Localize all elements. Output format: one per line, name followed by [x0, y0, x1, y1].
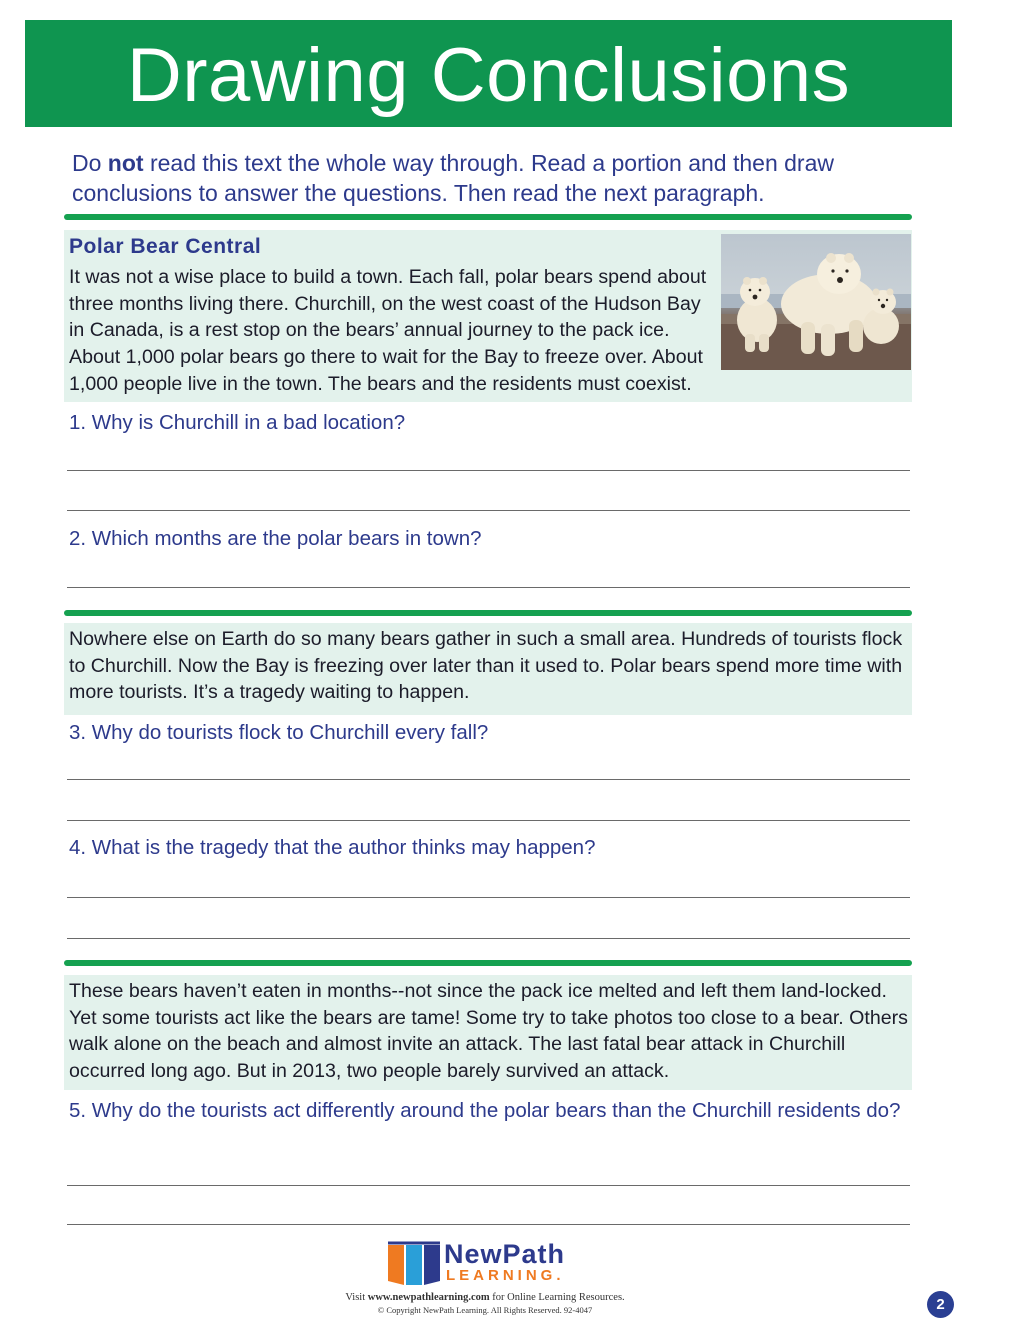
website-link[interactable]: www.newpathlearning.com	[367, 1292, 490, 1303]
instructions-emphasis: not	[107, 150, 144, 176]
passage-1-text: It was not a wise place to build a town. Each fall, polar bears spend about three months living there. Churchill, on the west coast of the Hudson Bay in Canada, is a rest stop on the bears’ annual journey to the pack ice. About 1,000 polar bears go there to wait for the Bay to freeze over. About 1,000 people live in the town. The bears and the residents must coexist.	[69, 266, 707, 395]
answer-line[interactable]	[67, 1185, 910, 1186]
footer-visit	[0, 1292, 970, 1303]
passage-3	[64, 975, 912, 1090]
logo-text-learning: LEARNING.	[446, 1267, 565, 1284]
section-divider	[64, 214, 912, 220]
answer-line[interactable]	[67, 1224, 910, 1225]
question-1: 1. Why is Churchill in a bad location?	[69, 411, 406, 434]
section-divider	[64, 610, 912, 616]
question-2: 2. Which months are the polar bears in town?	[69, 527, 482, 550]
instructions	[72, 148, 932, 208]
question-3: 3. Why do tourists flock to Churchill every fall?	[69, 721, 489, 744]
footer-copyright: © Copyright NewPath Learning. All Rights Reserved. 92-4047	[377, 1305, 593, 1315]
book-logo-icon	[386, 1241, 442, 1287]
answer-line[interactable]	[67, 587, 910, 588]
visit-prefix: Visit	[345, 1292, 368, 1303]
polar-bears-illustration	[721, 234, 911, 370]
answer-line[interactable]	[67, 820, 910, 821]
passage-1	[64, 230, 912, 402]
page-title: Drawing Conclusions	[126, 33, 851, 118]
passage-title: Polar Bear Central	[69, 235, 262, 258]
title-banner	[25, 20, 952, 127]
answer-line[interactable]	[67, 779, 910, 780]
answer-line[interactable]	[67, 510, 910, 511]
logo-text-newpath: NewPath	[444, 1239, 566, 1269]
polar-bears-photo	[721, 234, 911, 370]
answer-line[interactable]	[67, 897, 910, 898]
passage-2-text: Nowhere else on Earth do so many bears gather in such a small area. Hundreds of tourists flock to Churchill. Now the Bay is freezing over later than it used to. Polar bears spend more time with more tourists. It’s a tragedy waiting to happen.	[69, 628, 903, 704]
instructions-part1: Do	[72, 150, 108, 176]
answer-line[interactable]	[67, 938, 910, 939]
question-5: 5. Why do the tourists act differently around the polar bears than the Churchill residents do?	[69, 1099, 901, 1122]
visit-suffix: for Online Learning Resources.	[489, 1292, 625, 1303]
answer-line[interactable]	[67, 470, 910, 471]
instructions-part2: read this text the whole way through. Read a portion and then draw conclusions to answer the questions. Then read the next paragraph.	[72, 150, 834, 206]
page-number-badge: 2	[927, 1291, 954, 1318]
newpath-logo[interactable]	[386, 1241, 606, 1287]
question-4: 4. What is the tragedy that the author thinks may happen?	[69, 836, 596, 859]
passage-2	[64, 623, 912, 715]
passage-3-text: These bears haven’t eaten in months--not since the pack ice melted and left them land-locked. Yet some tourists act like the bears are tame! Some try to take photos too close to a bear. Others walk alone on the beach and almost invite an attack. The last fatal bear attack in Churchill occurred long ago. But in 2013, two people barely survived an attack.	[69, 980, 908, 1083]
section-divider	[64, 960, 912, 966]
